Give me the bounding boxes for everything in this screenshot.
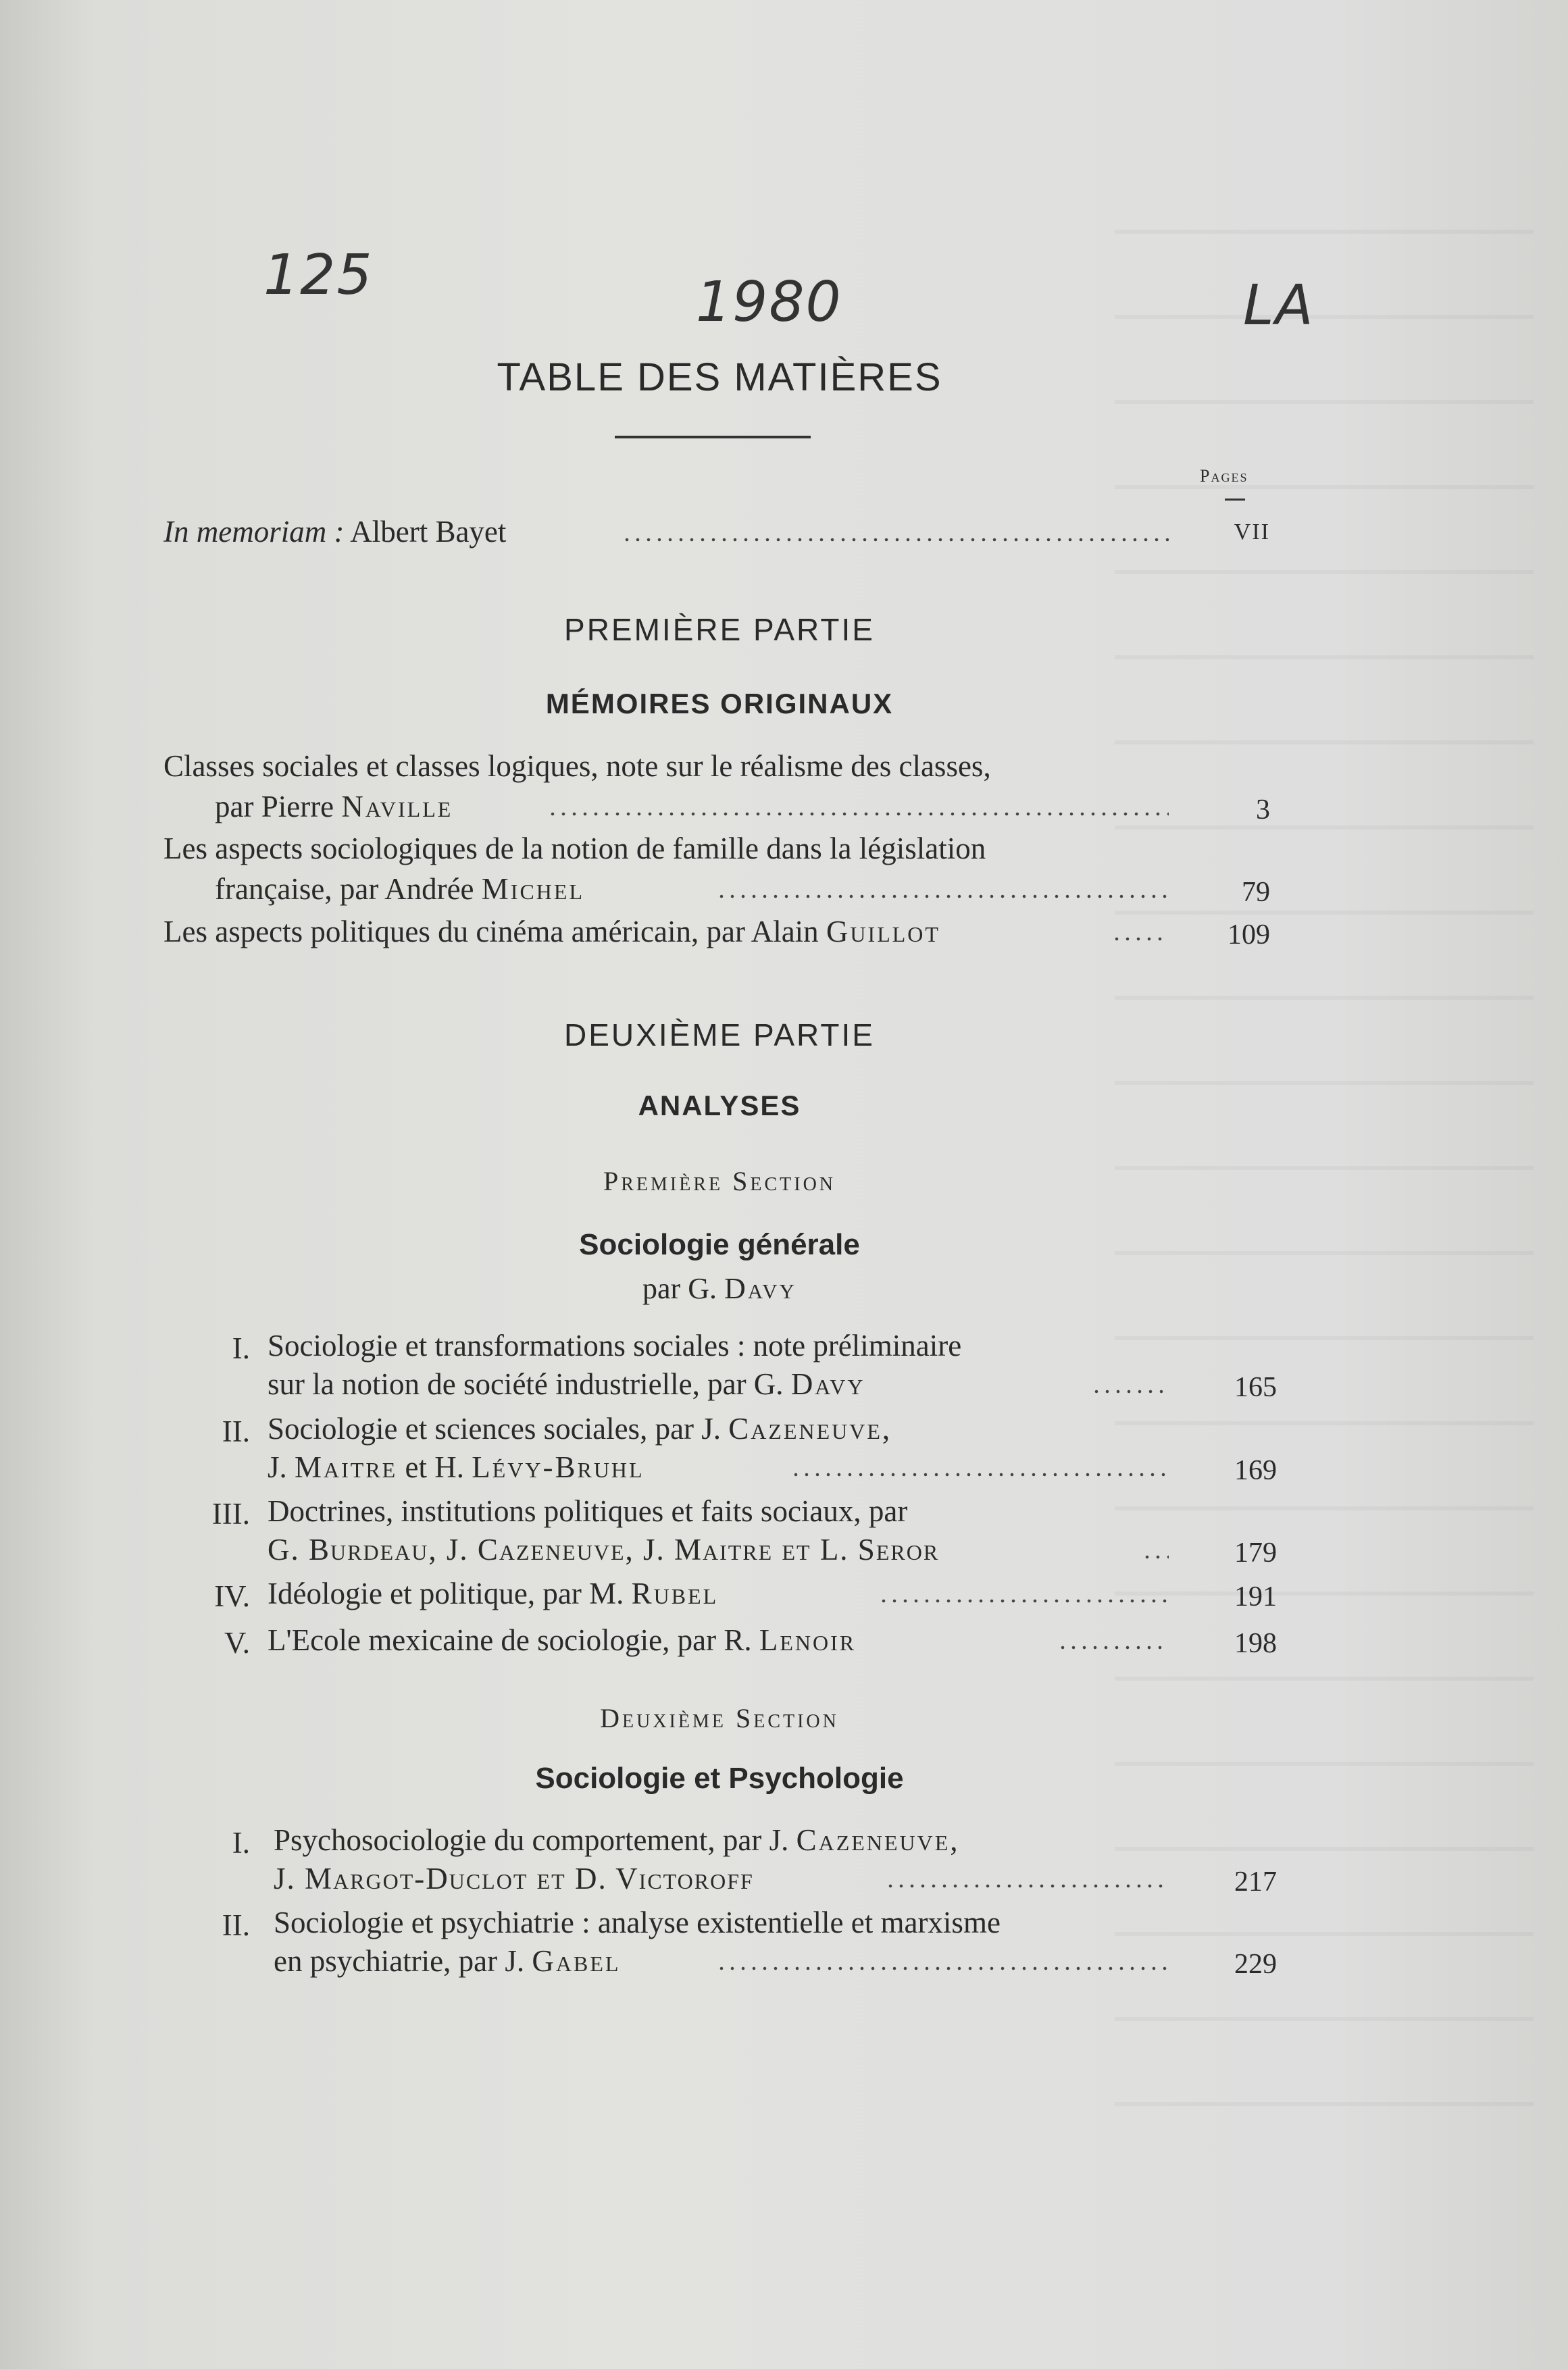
- author-name: Maitre: [295, 1450, 398, 1484]
- toc-entry-line: [274, 1946, 620, 1977]
- section-title: Sociologie et Psychologie: [535, 1762, 904, 1795]
- entry-text: par Pierre: [215, 790, 342, 823]
- section-title: Sociologie générale: [579, 1228, 860, 1261]
- author-name: Rubel: [631, 1577, 719, 1610]
- author-name: Naville: [341, 790, 453, 823]
- toc-entry-line: G. Burdeau, J. Cazeneuve, J. Maitre et L. Seror: [268, 1533, 940, 1566]
- author-name: Cazeneuve,: [796, 1823, 960, 1857]
- memoriam-entry: [163, 517, 506, 547]
- toc-entry-line: Sociologie et transformations sociales : note préliminaire: [268, 1329, 962, 1362]
- toc-entry-line: [215, 874, 584, 905]
- entry-text: J.: [268, 1450, 295, 1484]
- title-rule: [615, 436, 811, 438]
- section-author: [0, 1271, 1439, 1306]
- page-number: 229: [1234, 1949, 1277, 1980]
- part-subheading: ANALYSES: [638, 1090, 801, 1121]
- entry-text: Psychosociologie du comportement, par J.: [274, 1823, 796, 1857]
- page-number: 165: [1234, 1372, 1277, 1403]
- toc-entry-line: [268, 1625, 856, 1656]
- entry-text: Les aspects politiques du cinéma américain, par Alain: [163, 915, 826, 948]
- page-number: VII: [1234, 519, 1270, 544]
- dot-leader: [1057, 1646, 1169, 1650]
- page-number: 179: [1234, 1537, 1277, 1569]
- handwritten-note-right: LA: [1243, 274, 1315, 338]
- dot-leader: [790, 1473, 1169, 1477]
- page-number: 169: [1234, 1455, 1277, 1486]
- toc-entry-line: [268, 1369, 865, 1400]
- toc-entry-line: [163, 917, 940, 947]
- dot-leader: [716, 894, 1169, 898]
- toc-entry-line: [268, 1579, 718, 1609]
- author-name: Guillot: [826, 915, 940, 948]
- toc-entry-line: Doctrines, institutions politiques et faits sociaux, par: [268, 1494, 908, 1528]
- roman-numeral: I.: [232, 1826, 250, 1860]
- page-number: 217: [1234, 1866, 1277, 1897]
- entry-text: L'Ecole mexicaine de sociologie, par R.: [268, 1623, 759, 1657]
- author-name: Lenoir: [759, 1623, 857, 1657]
- page-number: 198: [1234, 1628, 1277, 1659]
- roman-numeral: II.: [222, 1415, 250, 1448]
- handwritten-note-year: 1980: [696, 270, 842, 334]
- toc-entry-line: J. Margot-Duclot et D. Victoroff: [274, 1862, 754, 1895]
- toc-entry-line: [274, 1825, 960, 1856]
- section-label: Première Section: [603, 1166, 836, 1196]
- author-name: Gabel: [532, 1944, 621, 1978]
- toc-entry-line: Sociologie et psychiatrie : analyse existentielle et marxisme: [274, 1906, 1001, 1939]
- dot-leader: [885, 1884, 1169, 1888]
- author-name: Lévy-Bruhl: [472, 1450, 644, 1484]
- page-title: TABLE DES MATIÈRES: [497, 355, 942, 399]
- toc-entry-line: Les aspects sociologiques de la notion de famille dans la législation: [163, 832, 986, 865]
- toc-entry-line: [268, 1452, 644, 1483]
- roman-numeral: V.: [224, 1626, 250, 1660]
- toc-entry-line: [268, 1414, 892, 1444]
- bleed-through-shadow: [1115, 149, 1534, 2175]
- pages-header-dash: [1225, 499, 1245, 501]
- entry-text: Idéologie et politique, par M.: [268, 1577, 632, 1610]
- dot-leader: [1091, 1390, 1169, 1394]
- page-number: 109: [1228, 919, 1270, 950]
- entry-text: et H.: [397, 1450, 472, 1484]
- author-name: Davy: [724, 1272, 796, 1305]
- dot-leader: [1142, 1555, 1169, 1559]
- author-name: Davy: [790, 1367, 865, 1401]
- section-label: Deuxième Section: [600, 1703, 839, 1733]
- pages-column-header: Pages: [1200, 466, 1248, 486]
- entry-text: en psychiatrie, par J.: [274, 1944, 532, 1978]
- dot-leader: [716, 1966, 1169, 1970]
- memoriam-label: In memoriam :: [163, 515, 345, 549]
- entry-text: par G.: [642, 1272, 724, 1305]
- page-number: 79: [1242, 877, 1270, 908]
- roman-numeral: IV.: [214, 1579, 250, 1613]
- dot-leader: [878, 1599, 1169, 1603]
- page-number: 3: [1256, 794, 1270, 825]
- toc-entry-line: Classes sociales et classes logiques, note sur le réalisme des classes,: [163, 749, 991, 783]
- roman-numeral: I.: [232, 1331, 250, 1365]
- part-heading: DEUXIÈME PARTIE: [564, 1017, 875, 1052]
- dot-leader: [547, 812, 1169, 816]
- memoriam-name: Albert Bayet: [350, 515, 507, 549]
- roman-numeral: II.: [222, 1908, 250, 1942]
- roman-numeral: III.: [211, 1497, 250, 1531]
- author-name: Michel: [481, 872, 585, 906]
- entry-text: Sociologie et sciences sociales, par J.: [268, 1412, 729, 1446]
- entry-text: française, par Andrée: [215, 872, 482, 906]
- part-heading: PREMIÈRE PARTIE: [564, 612, 875, 647]
- entry-text: sur la notion de société industrielle, par G.: [268, 1367, 791, 1401]
- part-subheading: MÉMOIRES ORIGINAUX: [545, 688, 894, 719]
- author-name: Cazeneuve,: [728, 1412, 892, 1446]
- dot-leader: [622, 538, 1169, 542]
- page-number: 191: [1234, 1581, 1277, 1612]
- toc-entry-line: [215, 792, 453, 822]
- dot-leader: [1111, 937, 1169, 941]
- handwritten-note-left: 125: [263, 243, 374, 307]
